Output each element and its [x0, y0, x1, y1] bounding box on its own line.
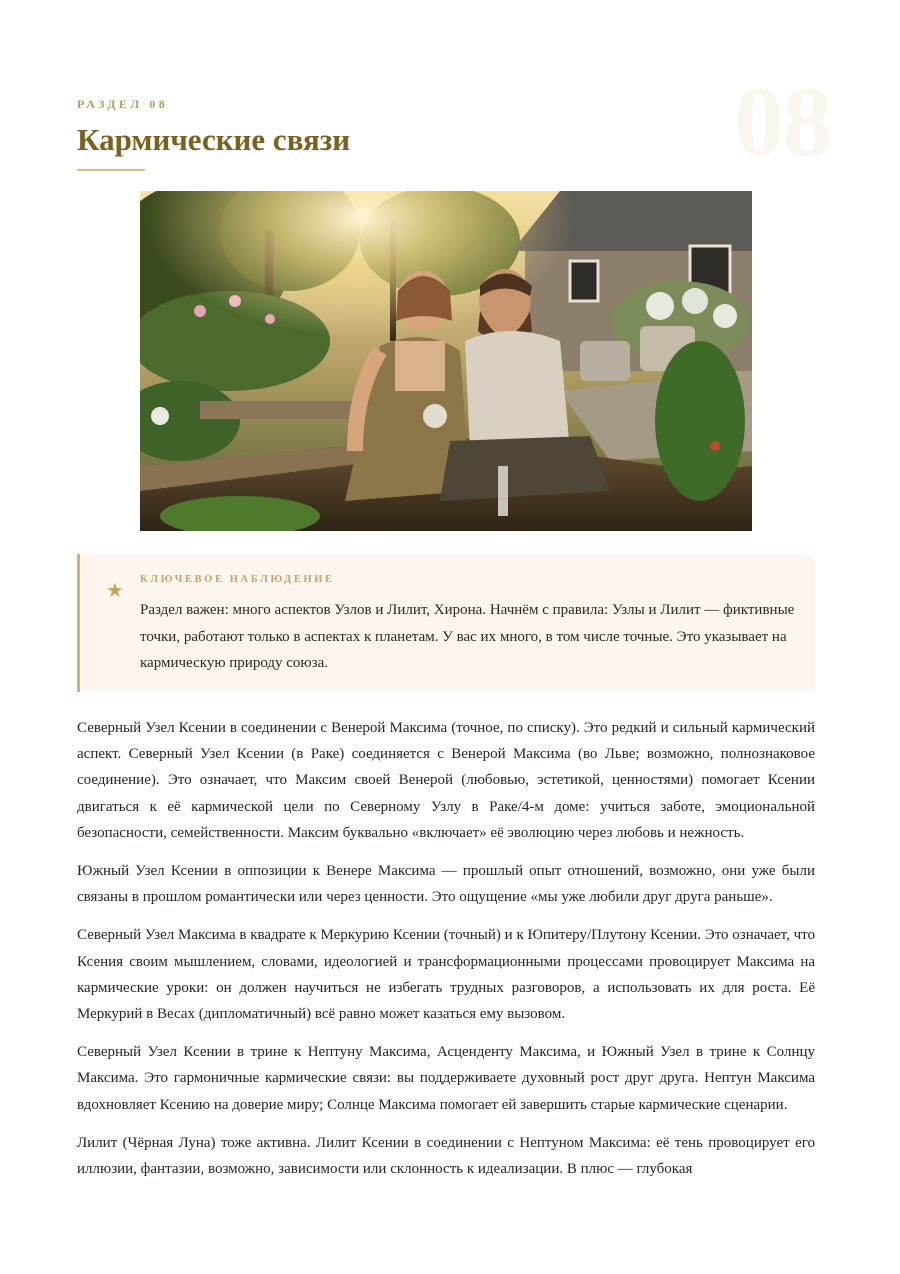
paragraph: Северный Узел Максима в квадрате к Меркурию Ксении (точный) и к Юпитеру/Плутону Ксении. Это означает, что Ксения своим мышлением, словами, идеологией и трансформационными процессами провоцирует Максима на кармические уроки: он должен научиться не избегать трудных разговоров, а использовать их для роста. Её Меркурий в Весах (дипломатичный) всё равно может казаться ему вызовом.: [77, 927, 816, 1023]
garden-couple-photo: [140, 191, 752, 531]
callout-kicker: КЛЮЧЕВОЕ НАБЛЮДЕНИЕ: [140, 574, 335, 585]
star-icon: ★: [106, 578, 124, 602]
page-title: Кармические связи: [77, 122, 351, 157]
paragraph: Лилит (Чёрная Луна) тоже активна. Лилит Ксении в соединении с Нептуном Максима: её тень провоцирует его иллюзии, фантазии, возможно, зависимости или склонность к идеализации. В плюс — глубокая: [77, 1134, 815, 1178]
section-kicker: РАЗДЕЛ 08: [77, 97, 169, 111]
callout-text: Раздел важен: много аспектов Узлов и Лилит, Хирона. Начнём с правила: Узлы и Лилит — фиктивные точки, работают только в аспектах к планетам. У вас их много, в том числе точные. Это указывает на кармическую природу союза.: [140, 602, 795, 671]
key-observation-callout: [77, 554, 815, 692]
section-body: [77, 715, 815, 1194]
title-underline: [77, 169, 145, 171]
section-number-watermark: 08: [734, 66, 830, 177]
paragraph: Южный Узел Ксении в оппозиции к Венере Максима — прошлый опыт отношений, возможно, они уже были связаны в прошлом романтически или через ценности. Это ощущение «мы уже любили друг друга раньше».: [77, 863, 815, 906]
paragraph: Северный Узел Ксении в соединении с Венерой Максима (точное, по списку). Это редкий и сильный кармический аспект. Северный Узел Ксении (в Раке) соединяется с Венерой Максима (во Льве; возможно, полнознаковое соединение). Это означает, что Максим своей Венерой (любовью, эстетикой, ценностями) помогает Ксении двигаться к её кармической цели по Северному Узлу в Раке/4-м доме: учиться заботе, эмоциональной безопасности, семейственности. Максим буквально «включает» её эволюцию через любовь и нежность.: [77, 720, 815, 841]
paragraph: Северный Узел Ксении в трине к Нептуну Максима, Асценденту Максима, и Южный Узел в трине к Солнцу Максима. Это гармоничные кармические связи: вы поддерживаете духовный рост друг друга. Нептун Максима вдохновляет Ксению на доверие миру; Солнце Максима помогает ей завершить старые кармические сценарии.: [77, 1044, 815, 1113]
